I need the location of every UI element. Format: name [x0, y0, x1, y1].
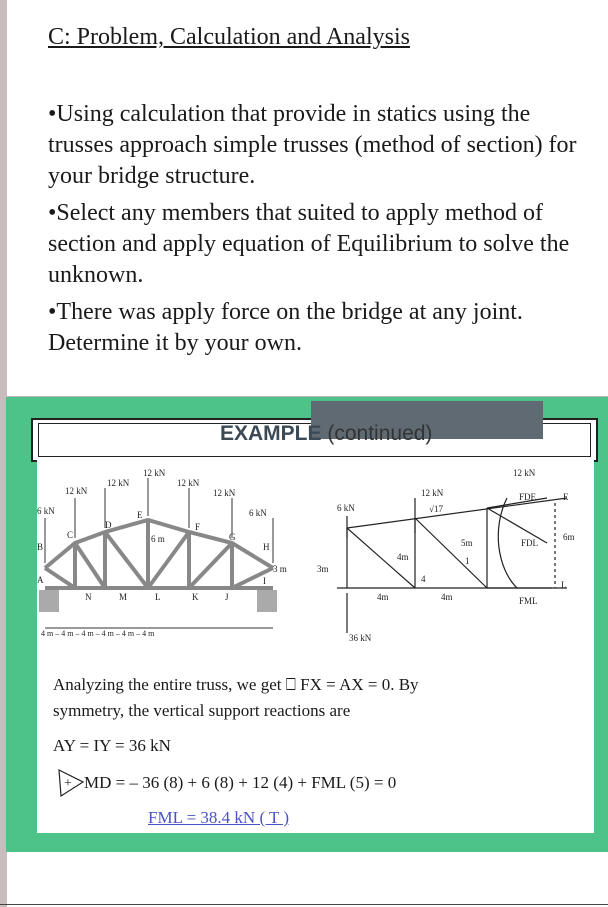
svg-text:+: +: [64, 776, 72, 791]
bullet-1: •Using calculation that provide in statics using the trusses approach simple trusses (method of section) for your bridge structure.: [48, 101, 577, 189]
node-E: E: [137, 510, 143, 520]
sketch-label-6kN: 6 kN: [337, 503, 355, 513]
load-label-5: 12 kN: [177, 478, 200, 488]
node-B: B: [37, 542, 44, 552]
node-C: C: [67, 530, 74, 540]
slide-title-suffix: (continued): [327, 422, 433, 445]
sketch-label-E: E: [563, 492, 569, 502]
sketch-label-3m: 3m: [317, 564, 329, 574]
load-label-6: 12 kN: [213, 488, 236, 498]
truss-diagram: [45, 520, 273, 588]
sketch-label-12kN-a: 12 kN: [421, 488, 444, 498]
node-H: H: [263, 542, 270, 552]
sketch-label-FML: FML: [519, 596, 538, 606]
left-support: [39, 590, 59, 612]
result-fml: FML = 38.4 kN ( T ): [148, 808, 290, 827]
section-heading: C: Problem, Calculation and Analysis: [48, 24, 410, 50]
analysis-text-2: symmetry, the vertical support reactions are: [53, 701, 351, 720]
sketch-label-FDE: FDE: [519, 492, 537, 502]
height-3m: 3 m: [273, 564, 287, 574]
load-label-3: 12 kN: [107, 478, 130, 488]
node-I: I: [263, 576, 266, 586]
hand-sketch: [337, 498, 567, 633]
sketch-label-sqrt17: √17: [429, 504, 443, 514]
node-F: F: [195, 522, 201, 532]
sketch-label-FDL: FDL: [521, 538, 539, 548]
node-A: A: [37, 575, 44, 585]
moment-rotation-icon: [55, 766, 87, 800]
load-label-2: 12 kN: [65, 486, 88, 496]
node-D: D: [105, 520, 112, 530]
load-label-1: 6 kN: [37, 506, 55, 516]
node-K: K: [192, 592, 199, 602]
sketch-label-5m: 5m: [461, 538, 473, 548]
sketch-label-L: L: [561, 580, 567, 590]
sketch-label-4m-a: 4m: [397, 552, 409, 562]
reaction-equation: AY = IY = 36 kN: [53, 736, 171, 755]
sketch-label-4m-b: 4m: [377, 592, 389, 602]
spacing-labels: 4 m – 4 m – 4 m – 4 m – 4 m – 4 m: [41, 629, 155, 638]
node-N: N: [85, 592, 92, 602]
load-label-7: 6 kN: [249, 508, 267, 518]
load-label-4: 12 kN: [143, 468, 166, 478]
sketch-label-36kN: 36 kN: [349, 633, 372, 643]
slide-title: [220, 422, 432, 446]
node-L: L: [155, 592, 161, 602]
sketch-label-4m-c: 4m: [441, 592, 453, 602]
node-M: M: [119, 592, 128, 602]
sketch-label-12kN-b: 12 kN: [513, 468, 536, 478]
moment-equation: MD = – 36 (8) + 6 (8) + 12 (4) + FML (5) = 0: [84, 773, 397, 792]
slide-title-word: EXAMPLE: [220, 422, 322, 445]
load-arrows: [45, 478, 273, 628]
analysis-text-1: Analyzing the entire truss, we get ⎕ FX = AX = 0. By: [53, 675, 419, 694]
sketch-label-4: 4: [421, 574, 426, 584]
node-J: J: [225, 592, 229, 602]
node-G: G: [229, 532, 236, 542]
height-6m: 6 m: [151, 534, 165, 544]
truss-figure: [37, 458, 594, 658]
bullet-3: •There was apply force on the bridge at any joint. Determine it by your own.: [48, 299, 523, 356]
bullet-2: •Select any members that suited to apply method of section and apply equation of Equilibrium to solve the unknown.: [48, 200, 570, 288]
sketch-label-6m: 6m: [563, 532, 575, 542]
bottom-divider: [0, 904, 608, 905]
sketch-label-1: 1: [465, 556, 470, 566]
right-support: [257, 590, 277, 612]
